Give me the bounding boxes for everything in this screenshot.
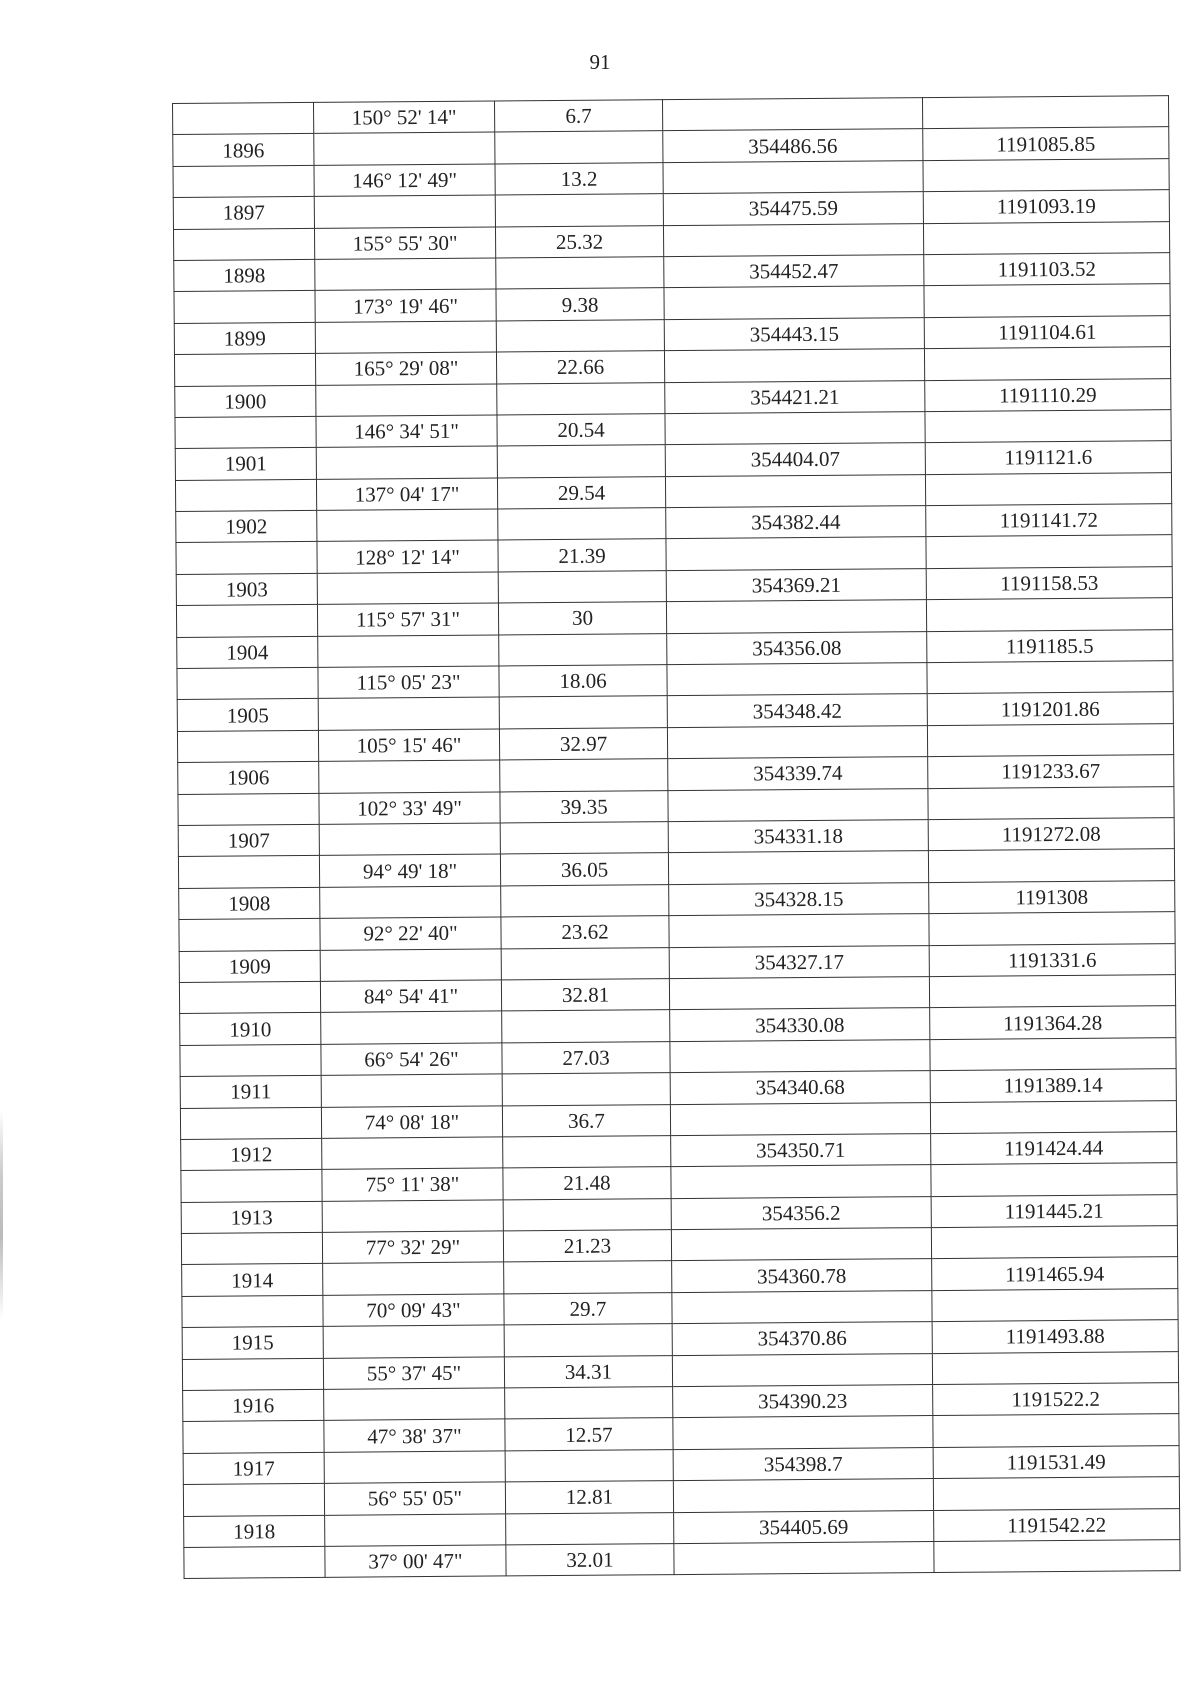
northing-cell [672,1290,932,1323]
easting-cell: 1191331.6 [929,943,1175,976]
northing-cell: 354350.71 [671,1133,931,1166]
northing-cell [667,663,927,696]
northing-cell [673,1479,933,1512]
distance-cell: 9.38 [496,288,664,321]
station-cell [175,479,316,511]
station-cell: 1917 [183,1452,324,1484]
station-cell: 1898 [174,259,315,291]
northing-cell: 354356.2 [671,1196,931,1229]
distance-cell: 21.48 [503,1167,671,1200]
easting-cell [932,1288,1178,1321]
distance-cell [500,822,668,855]
easting-cell [925,410,1171,443]
station-cell: 1911 [180,1075,321,1107]
bearing-cell [320,948,501,981]
distance-cell [498,570,666,603]
northing-cell: 354369.21 [666,568,926,601]
bearing-cell: 55° 37' 45" [323,1357,504,1390]
bearing-cell: 137° 04' 17" [316,478,497,511]
distance-cell: 36.7 [502,1104,670,1137]
distance-cell [504,1261,672,1294]
station-cell [181,1232,322,1264]
northing-cell [672,1353,932,1386]
bearing-cell [321,1074,502,1107]
northing-cell: 354339.74 [668,757,928,790]
northing-cell [664,286,924,319]
bearing-cell [323,1262,504,1295]
station-cell [178,856,319,888]
distance-cell [501,947,669,980]
easting-cell: 1191389.14 [930,1069,1176,1102]
easting-cell: 1191424.44 [931,1132,1177,1165]
easting-cell [928,849,1174,882]
station-cell [174,354,315,386]
distance-cell: 6.7 [494,100,662,133]
easting-cell: 1191233.67 [928,755,1174,788]
northing-cell: 354443.15 [664,317,924,350]
bearing-cell: 92° 22' 40" [320,917,501,950]
distance-cell: 32.81 [501,979,669,1012]
easting-cell: 1191141.72 [926,504,1172,537]
distance-cell [496,319,664,352]
bearing-cell: 115° 05' 23" [318,666,499,699]
station-cell [174,291,315,323]
northing-cell [670,1039,930,1072]
distance-cell [500,759,668,792]
northing-cell [663,160,923,193]
easting-cell [924,347,1170,380]
bearing-cell [316,383,497,416]
distance-cell: 12.81 [505,1481,673,1514]
station-cell: 1906 [178,762,319,794]
easting-cell [923,221,1169,254]
bearing-cell [324,1388,505,1421]
bearing-cell: 105° 15' 46" [318,729,499,762]
easting-cell [922,96,1168,129]
northing-cell [667,725,927,758]
bearing-cell [320,886,501,919]
northing-cell [668,788,928,821]
northing-cell [666,537,926,570]
northing-cell [668,851,928,884]
bearing-cell [316,446,497,479]
bearing-cell: 150° 52' 14" [313,101,494,134]
northing-cell: 354330.08 [670,1008,930,1041]
easting-cell [933,1414,1179,1447]
bearing-cell: 173° 19' 46" [315,289,496,322]
easting-cell [926,535,1172,568]
easting-cell [924,284,1170,317]
distance-cell: 39.35 [500,790,668,823]
station-cell [183,1484,324,1516]
bearing-cell [322,1200,503,1233]
northing-cell [665,412,925,445]
distance-cell: 21.23 [503,1230,671,1263]
distance-cell [499,633,667,666]
distance-cell: 32.01 [506,1544,674,1577]
distance-cell: 27.03 [502,1041,670,1074]
scan-edge-mark [0,1110,3,1320]
station-cell: 1913 [181,1201,322,1233]
easting-cell: 1191185.5 [927,629,1173,662]
station-cell: 1912 [181,1138,322,1170]
bearing-cell: 47° 38' 37" [324,1419,505,1452]
easting-cell: 1191093.19 [923,190,1169,223]
easting-cell: 1191121.6 [925,441,1171,474]
northing-cell [673,1416,933,1449]
station-cell [180,1044,321,1076]
bearing-cell [319,760,500,793]
distance-cell: 36.05 [500,853,668,886]
distance-cell [503,1198,671,1231]
distance-cell [504,1324,672,1357]
bearing-cell: 115° 57' 31" [317,603,498,636]
northing-cell: 354421.21 [665,380,925,413]
distance-cell [505,1387,673,1420]
northing-cell [669,914,929,947]
traverse-line-row [184,1540,1180,1579]
station-cell: 1916 [183,1389,324,1421]
bearing-cell: 146° 34' 51" [316,415,497,448]
bearing-cell [324,1451,505,1484]
easting-cell [929,912,1175,945]
northing-cell: 354360.78 [672,1259,932,1292]
distance-cell [501,884,669,917]
distance-cell: 25.32 [495,225,663,258]
survey-coordinates-table [172,95,1181,1579]
bearing-cell [323,1325,504,1358]
easting-cell [934,1540,1180,1573]
northing-cell [670,1102,930,1135]
northing-cell: 354398.7 [673,1447,933,1480]
northing-cell [671,1165,931,1198]
station-cell [183,1421,324,1453]
bearing-cell [314,132,495,165]
northing-cell: 354405.69 [674,1510,934,1543]
distance-cell: 20.54 [497,414,665,447]
distance-cell: 13.2 [495,162,663,195]
station-cell: 1918 [184,1515,325,1547]
easting-cell [932,1351,1178,1384]
station-cell: 1914 [182,1264,323,1296]
bearing-cell: 74° 08' 18" [321,1105,502,1138]
bearing-cell: 146° 12' 49" [314,164,495,197]
bearing-cell: 128° 12' 14" [317,540,498,573]
distance-cell [499,696,667,729]
distance-cell [496,257,664,290]
bearing-cell: 37° 00' 47" [325,1545,506,1578]
station-cell: 1907 [178,824,319,856]
station-cell [181,1170,322,1202]
northing-cell: 354348.42 [667,694,927,727]
station-cell: 1905 [177,699,318,731]
bearing-cell: 155° 55' 30" [314,227,495,260]
station-cell [175,416,316,448]
survey-table-wrapper [172,95,1180,1592]
bearing-cell: 165° 29' 08" [315,352,496,385]
easting-cell [927,661,1173,694]
station-cell: 1899 [174,322,315,354]
distance-cell: 23.62 [501,916,669,949]
distance-cell [498,508,666,541]
northing-cell: 354486.56 [663,129,923,162]
distance-cell [503,1136,671,1169]
easting-cell [931,1226,1177,1259]
northing-cell: 354340.68 [670,1071,930,1104]
distance-cell: 29.7 [504,1292,672,1325]
easting-cell [928,786,1174,819]
station-cell [173,228,314,260]
northing-cell [664,349,924,382]
northing-cell: 354452.47 [664,255,924,288]
bearing-cell [315,321,496,354]
station-cell [178,793,319,825]
easting-cell [926,598,1172,631]
easting-cell: 1191201.86 [927,692,1173,725]
easting-cell [930,1100,1176,1133]
station-cell [177,667,318,699]
distance-cell [497,445,665,478]
station-cell: 1908 [179,887,320,919]
bearing-cell: 102° 33' 49" [319,792,500,825]
bearing-cell [322,1137,503,1170]
station-cell [173,165,314,197]
bearing-cell [325,1514,506,1547]
easting-cell: 1191445.21 [931,1194,1177,1227]
easting-cell: 1191364.28 [930,1006,1176,1039]
bearing-cell [319,823,500,856]
northing-cell: 354331.18 [668,820,928,853]
bearing-cell: 94° 49' 18" [319,854,500,887]
station-cell [182,1295,323,1327]
northing-cell: 354404.07 [665,443,925,476]
station-cell: 1896 [173,134,314,166]
distance-cell [502,1073,670,1106]
easting-cell: 1191158.53 [926,567,1172,600]
northing-cell [669,977,929,1010]
station-cell: 1897 [173,197,314,229]
bearing-cell: 77° 32' 29" [322,1231,503,1264]
northing-cell [663,223,923,256]
station-cell: 1909 [179,950,320,982]
distance-cell [497,382,665,415]
bearing-cell [321,1011,502,1044]
northing-cell: 354382.44 [666,506,926,539]
easting-cell: 1191465.94 [932,1257,1178,1290]
easting-cell: 1191103.52 [924,253,1170,286]
distance-cell: 22.66 [496,351,664,384]
easting-cell: 1191493.88 [932,1320,1178,1353]
distance-cell: 30 [498,602,666,635]
bearing-cell: 75° 11' 38" [322,1168,503,1201]
distance-cell [495,194,663,227]
northing-cell: 354475.59 [663,192,923,225]
northing-cell [662,98,922,131]
station-cell: 1915 [182,1327,323,1359]
easting-cell [931,1163,1177,1196]
station-cell: 1900 [175,385,316,417]
easting-cell [930,1037,1176,1070]
easting-cell [933,1477,1179,1510]
northing-cell: 354327.17 [669,945,929,978]
easting-cell: 1191542.22 [934,1508,1180,1541]
distance-cell: 32.97 [499,727,667,760]
distance-cell [502,1010,670,1043]
station-cell [173,102,314,134]
station-cell [184,1546,325,1578]
distance-cell: 21.39 [498,539,666,572]
station-cell: 1910 [180,1013,321,1045]
distance-cell: 18.06 [499,665,667,698]
bearing-cell: 56° 55' 05" [324,1482,505,1515]
northing-cell [674,1542,934,1575]
station-cell: 1904 [177,636,318,668]
northing-cell: 354328.15 [669,882,929,915]
northing-cell: 354390.23 [673,1385,933,1418]
station-cell: 1901 [175,448,316,480]
distance-cell: 29.54 [497,476,665,509]
bearing-cell: 70° 09' 43" [323,1294,504,1327]
bearing-cell [318,697,499,730]
station-cell: 1902 [176,510,317,542]
easting-cell: 1191531.49 [933,1445,1179,1478]
distance-cell: 12.57 [505,1418,673,1451]
station-cell [180,1107,321,1139]
bearing-cell [317,509,498,542]
easting-cell [929,975,1175,1008]
easting-cell: 1191110.29 [925,378,1171,411]
easting-cell [923,158,1169,191]
survey-table-body [173,96,1181,1579]
bearing-cell [314,195,495,228]
station-cell [177,730,318,762]
station-cell [179,981,320,1013]
bearing-cell: 66° 54' 26" [321,1043,502,1076]
northing-cell [666,600,926,633]
station-cell [176,542,317,574]
distance-cell [506,1512,674,1545]
easting-cell: 1191085.85 [923,127,1169,160]
easting-cell: 1191104.61 [924,315,1170,348]
easting-cell: 1191308 [929,880,1175,913]
station-cell [176,605,317,637]
easting-cell: 1191272.08 [928,818,1174,851]
distance-cell [505,1449,673,1482]
northing-cell: 354370.86 [672,1322,932,1355]
distance-cell [495,131,663,164]
easting-cell [925,472,1171,505]
easting-cell [927,723,1173,756]
northing-cell [671,1228,931,1261]
distance-cell: 34.31 [504,1355,672,1388]
northing-cell [665,474,925,507]
bearing-cell [315,258,496,291]
page-number: 91 [589,50,611,74]
bearing-cell [317,572,498,605]
bearing-cell: 84° 54' 41" [320,980,501,1013]
station-cell: 1903 [176,573,317,605]
easting-cell: 1191522.2 [933,1383,1179,1416]
northing-cell: 354356.08 [667,631,927,664]
station-cell [182,1358,323,1390]
bearing-cell [318,635,499,668]
station-cell [179,919,320,951]
